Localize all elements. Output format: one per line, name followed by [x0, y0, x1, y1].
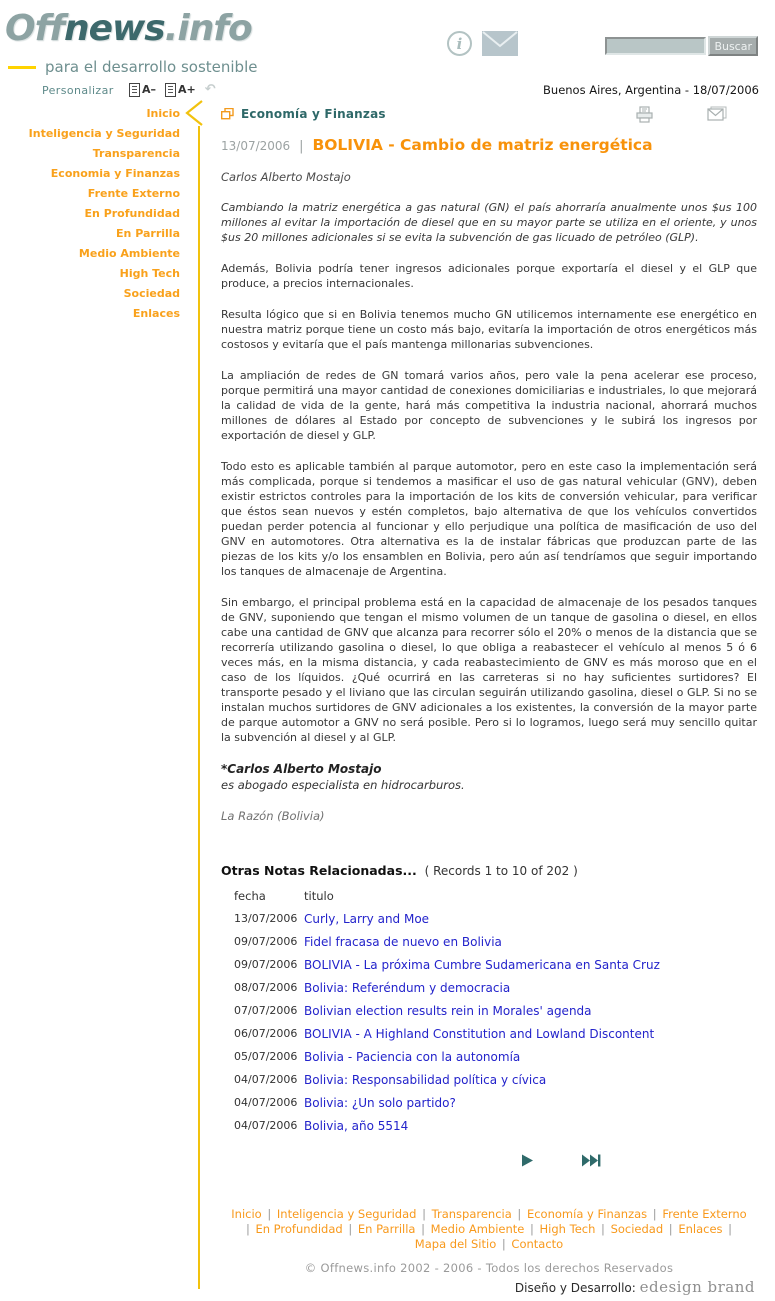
- footer-link-contacto[interactable]: Contacto: [511, 1237, 564, 1251]
- sidebar-item-inicio[interactable]: Inicio: [146, 107, 180, 120]
- related-row-date: 05/07/2006: [234, 1050, 298, 1063]
- footer-separator: |: [526, 1222, 538, 1236]
- signature-description: es abogado especialista en hidrocarburos.: [221, 778, 465, 792]
- related-row: [221, 1114, 757, 1137]
- footer-separator: |: [513, 1207, 525, 1221]
- document-icon: [129, 83, 140, 97]
- related-table-rows: [221, 907, 757, 1137]
- footer-nav-line: [221, 1237, 757, 1252]
- signature-name: *Carlos Alberto Mostajo: [221, 762, 382, 776]
- next-page-icon[interactable]: [521, 1154, 534, 1167]
- footer-link-sociedad[interactable]: Sociedad: [610, 1222, 664, 1236]
- article-author: Carlos Alberto Mostajo: [221, 170, 351, 184]
- site-logo[interactable]: [5, 8, 252, 49]
- footer-separator: |: [418, 1207, 430, 1221]
- pagination: [521, 1153, 757, 1167]
- article-paragraph: Resulta lógico que si en Bolivia tenemos mucho GN utilicemos internamente ese energético en nuestra matriz porque tiene un costo más bajo, evitaría la importación de otros energéticos más costosos y evitaría que el país mantenga millonarias subvenciones.: [221, 308, 757, 351]
- related-row-date: 09/07/2006: [234, 958, 298, 971]
- main-content: [200, 100, 775, 1296]
- footer-separator: |: [498, 1237, 510, 1251]
- footer-link-transparencia[interactable]: Transparencia: [431, 1207, 512, 1221]
- related-row-date: 13/07/2006: [234, 912, 298, 925]
- footer-link-mapa-del-sitio[interactable]: Mapa del Sitio: [414, 1237, 497, 1251]
- article-paragraph: Además, Bolivia podría tener ingresos adicionales porque exportaría el diesel y el GLP que produce, a precios internacionales.: [221, 262, 757, 290]
- category-row: [221, 106, 757, 122]
- sidebar-item-en-profundidad[interactable]: En Profundidad: [84, 207, 180, 220]
- related-row-link[interactable]: Bolivia: Referéndum y democracia: [304, 980, 511, 995]
- related-row-date: 07/07/2006: [234, 1004, 298, 1017]
- active-item-chevron-icon: [184, 100, 203, 130]
- related-row-link[interactable]: Bolivia: Responsabilidad política y cívica: [304, 1072, 547, 1087]
- footer-link-en-parrilla[interactable]: En Parrilla: [357, 1222, 416, 1236]
- font-increase-label: A+: [178, 83, 196, 96]
- related-row-link[interactable]: Curly, Larry and Moe: [304, 911, 430, 926]
- sidebar-item-transparencia[interactable]: Transparencia: [92, 147, 180, 160]
- article-title: BOLIVIA - Cambio de matriz energética: [312, 136, 653, 154]
- tagline-row: [8, 58, 257, 76]
- footer-link-inicio[interactable]: Inicio: [231, 1207, 262, 1221]
- footer-link-medio-ambiente[interactable]: Medio Ambiente: [430, 1222, 525, 1236]
- search-input[interactable]: [605, 37, 706, 55]
- related-notes-section: [221, 863, 757, 1167]
- related-row-date: 04/07/2006: [234, 1073, 298, 1086]
- tagline-dash: [8, 66, 36, 69]
- related-row-date: 08/07/2006: [234, 981, 298, 994]
- footer-separator: |: [245, 1222, 254, 1236]
- article-date: 13/07/2006: [221, 139, 291, 153]
- sidebar-item-inteligencia-y-seguridad[interactable]: Inteligencia y Seguridad: [28, 127, 180, 140]
- font-increase-button[interactable]: [165, 83, 196, 97]
- copyright-text: © Offnews.info 2002 - 2006 - Todos los derechos Reservados: [304, 1261, 674, 1275]
- related-row: [221, 953, 757, 976]
- article-title-row: [221, 136, 757, 154]
- sidebar-item-economia-y-finanzas[interactable]: Economia y Finanzas: [50, 167, 180, 180]
- related-table: [221, 884, 757, 1137]
- footer-nav-line: [221, 1207, 757, 1222]
- related-row-link[interactable]: Bolivia, año 5514: [304, 1118, 409, 1133]
- font-decrease-button[interactable]: [129, 83, 156, 97]
- info-icon[interactable]: i: [447, 31, 472, 56]
- credits-label: Diseño y Desarrollo:: [514, 1281, 636, 1295]
- related-row: [221, 1022, 757, 1045]
- related-row-link[interactable]: Bolivia: ¿Un solo partido?: [304, 1095, 456, 1110]
- print-icon[interactable]: [635, 106, 654, 123]
- related-records-info: ( Records 1 to 10 of 202 ): [424, 864, 578, 878]
- personalize-link[interactable]: Personalizar: [42, 84, 114, 97]
- related-row-date: 09/07/2006: [234, 935, 298, 948]
- credits-brand-logo[interactable]: edesign brand: [639, 1278, 755, 1296]
- signature-block: [221, 762, 757, 792]
- footer-separator: |: [649, 1207, 661, 1221]
- related-row-date: 06/07/2006: [234, 1027, 298, 1040]
- footer-link-inteligencia-y-seguridad[interactable]: Inteligencia y Seguridad: [276, 1207, 417, 1221]
- reset-font-icon[interactable]: ↶: [204, 82, 216, 97]
- related-row-date: 04/07/2006: [234, 1119, 298, 1132]
- related-header: [221, 863, 757, 878]
- window-icon: [221, 108, 234, 120]
- column-header-titulo: titulo: [304, 888, 334, 903]
- location-dateline: Buenos Aires, Argentina - 18/07/2006: [543, 83, 759, 97]
- article-body: [221, 200, 757, 745]
- related-row-link[interactable]: Bolivian election results rein in Morales' agenda: [304, 1003, 592, 1018]
- related-row: [221, 907, 757, 930]
- title-separator: |: [299, 139, 304, 154]
- article-paragraph: La ampliación de redes de GN tomará varios años, pero vale la pena acelerar ese proceso, porque permitirá una mayor cantidad de conexiones domiciliarias e industriales, lo que mejorará la calidad de vida de la gente, hará más competitiva la industria nacional, ahorrará muchos millones de dólares al Estado por concepto de subvenciones y le subirá los ingresos por exportación de diesel y GLP.: [221, 369, 757, 442]
- related-row-link[interactable]: Bolivia - Paciencia con la autonomía: [304, 1049, 521, 1064]
- related-row: [221, 976, 757, 999]
- logo-info: .info: [164, 8, 252, 49]
- footer-separator: |: [665, 1222, 677, 1236]
- font-decrease-label: A–: [142, 83, 157, 96]
- credits-row: [221, 1278, 757, 1296]
- sidebar-item-frente-externo[interactable]: Frente Externo: [87, 187, 180, 200]
- category-label[interactable]: Economía y Finanzas: [241, 107, 386, 121]
- header-icons: [447, 31, 518, 56]
- sidebar-item-en-parrilla[interactable]: En Parrilla: [116, 227, 180, 240]
- related-row: [221, 1068, 757, 1091]
- footer-separator: |: [597, 1222, 609, 1236]
- layout: [0, 100, 775, 1296]
- site-tagline: para el desarrollo sostenible: [45, 58, 258, 76]
- related-row: [221, 1045, 757, 1068]
- article-paragraph: Sin embargo, el principal problema está en la capacidad de almacenaje de los pesados tanques de GNV, suponiendo que tengan el mismo volumen de un tanque de gasolina o diesel, en ellos cabe una cantidad de GNV que alcanza para recorrer sólo el 20% o menos de la distancia que se recorrería utilizando gasolina o diesel, lo que obliga a reabastecer el vehículo al menos 5 ó 6 veces más, en la misma distancia, y cada reabastecimiento de GNV es más moroso que en el caso de los líquidos. ¿Qué ocurrirá en las carreteras si no hay suficientes surtidores? El transporte pesado y el liviano que las circulan seguirán utilizando gasolina, diesel o GLP. Si no se instalan muchos surtidores de GNV adicionales a los existentes, la conversión de la mayor parte de parque automotor a GNV no será posible. Pero si lo logramos, luego será muy sencillo quitar la subvención al diesel y al GLP.: [221, 596, 757, 744]
- footer-separator: |: [417, 1222, 429, 1236]
- related-row: [221, 1091, 757, 1114]
- article-paragraph: Cambiando la matriz energética a gas natural (GN) el país ahorraría anualmente unos $us 100 millones al evitar la importación de diesel que en su mayor parte se utiliza en el oriente, y unos $us 20 millones adicionales si se evita la subvención de gas licuado de petróleo (GLP).: [221, 201, 757, 244]
- related-row-link[interactable]: BOLIVIA - A Highland Constitution and Lowland Discontent: [304, 1026, 655, 1041]
- related-row-link[interactable]: Fidel fracasa de nuevo en Bolivia: [304, 934, 502, 949]
- footer-separator: |: [724, 1222, 733, 1236]
- footer-nav-line: [221, 1222, 757, 1237]
- document-icon: [165, 83, 176, 97]
- related-title: Otras Notas Relacionadas...: [221, 863, 417, 878]
- related-row: [221, 999, 757, 1022]
- sidebar-item-high-tech[interactable]: High Tech: [119, 267, 180, 280]
- footer-link-economia-y-finanzas[interactable]: Economía y Finanzas: [526, 1207, 648, 1221]
- article-paragraph: Todo esto es aplicable también al parque automotor, pero en este caso la implementación será más complicada, porque si tendemos a masificar el uso de gas natural vehicular (GNV), deben existir estrictos controles para la importación de los kits de conversión vehicular, para verificar que éstos sean nuevos y estén completos, bajo alternativa de que los vehículos convertidos puedan perder potencia al funcionar y ello perjudique una política de masificación de uso del GNV en automotores. Otra alternativa es la de instalar fábricas que produzcan parte de las piezas de los kits y/o los ensamblen en Bolivia, pero aún así tendríamos que seguir importando los tanques de almacenaje de Argentina.: [221, 460, 757, 578]
- article-action-icons: [635, 106, 727, 123]
- related-row-date: 04/07/2006: [234, 1096, 298, 1109]
- related-table-header: [221, 884, 757, 907]
- last-page-icon[interactable]: [582, 1154, 601, 1167]
- email-article-icon[interactable]: [707, 106, 727, 123]
- footer-link-frente-externo[interactable]: Frente Externo: [662, 1207, 747, 1221]
- footer-link-high-tech[interactable]: High Tech: [539, 1222, 596, 1236]
- sidebar-item-sociedad[interactable]: Sociedad: [123, 287, 180, 300]
- search-box: [605, 36, 758, 56]
- article-source: La Razón (Bolivia): [221, 809, 325, 823]
- footer-link-enlaces[interactable]: Enlaces: [678, 1222, 723, 1236]
- mail-icon[interactable]: [482, 31, 518, 56]
- footer-nav: [221, 1207, 757, 1252]
- footer-separator: |: [344, 1222, 356, 1236]
- font-controls: [129, 82, 216, 97]
- footer-separator: |: [263, 1207, 275, 1221]
- column-header-fecha: fecha: [234, 888, 266, 903]
- header: [0, 0, 775, 100]
- search-button[interactable]: Buscar: [708, 36, 758, 56]
- sidebar-menu: [0, 100, 200, 1289]
- related-row: [221, 930, 757, 953]
- related-row-link[interactable]: BOLIVIA - La próxima Cumbre Sudamericana en Santa Cruz: [304, 957, 660, 972]
- sidebar-item-enlaces[interactable]: Enlaces: [132, 307, 180, 320]
- logo-news: news: [63, 8, 165, 49]
- logo-off: Off: [5, 8, 64, 49]
- footer-link-en-profundidad[interactable]: En Profundidad: [255, 1222, 343, 1236]
- sidebar-item-medio-ambiente[interactable]: Medio Ambiente: [78, 247, 180, 260]
